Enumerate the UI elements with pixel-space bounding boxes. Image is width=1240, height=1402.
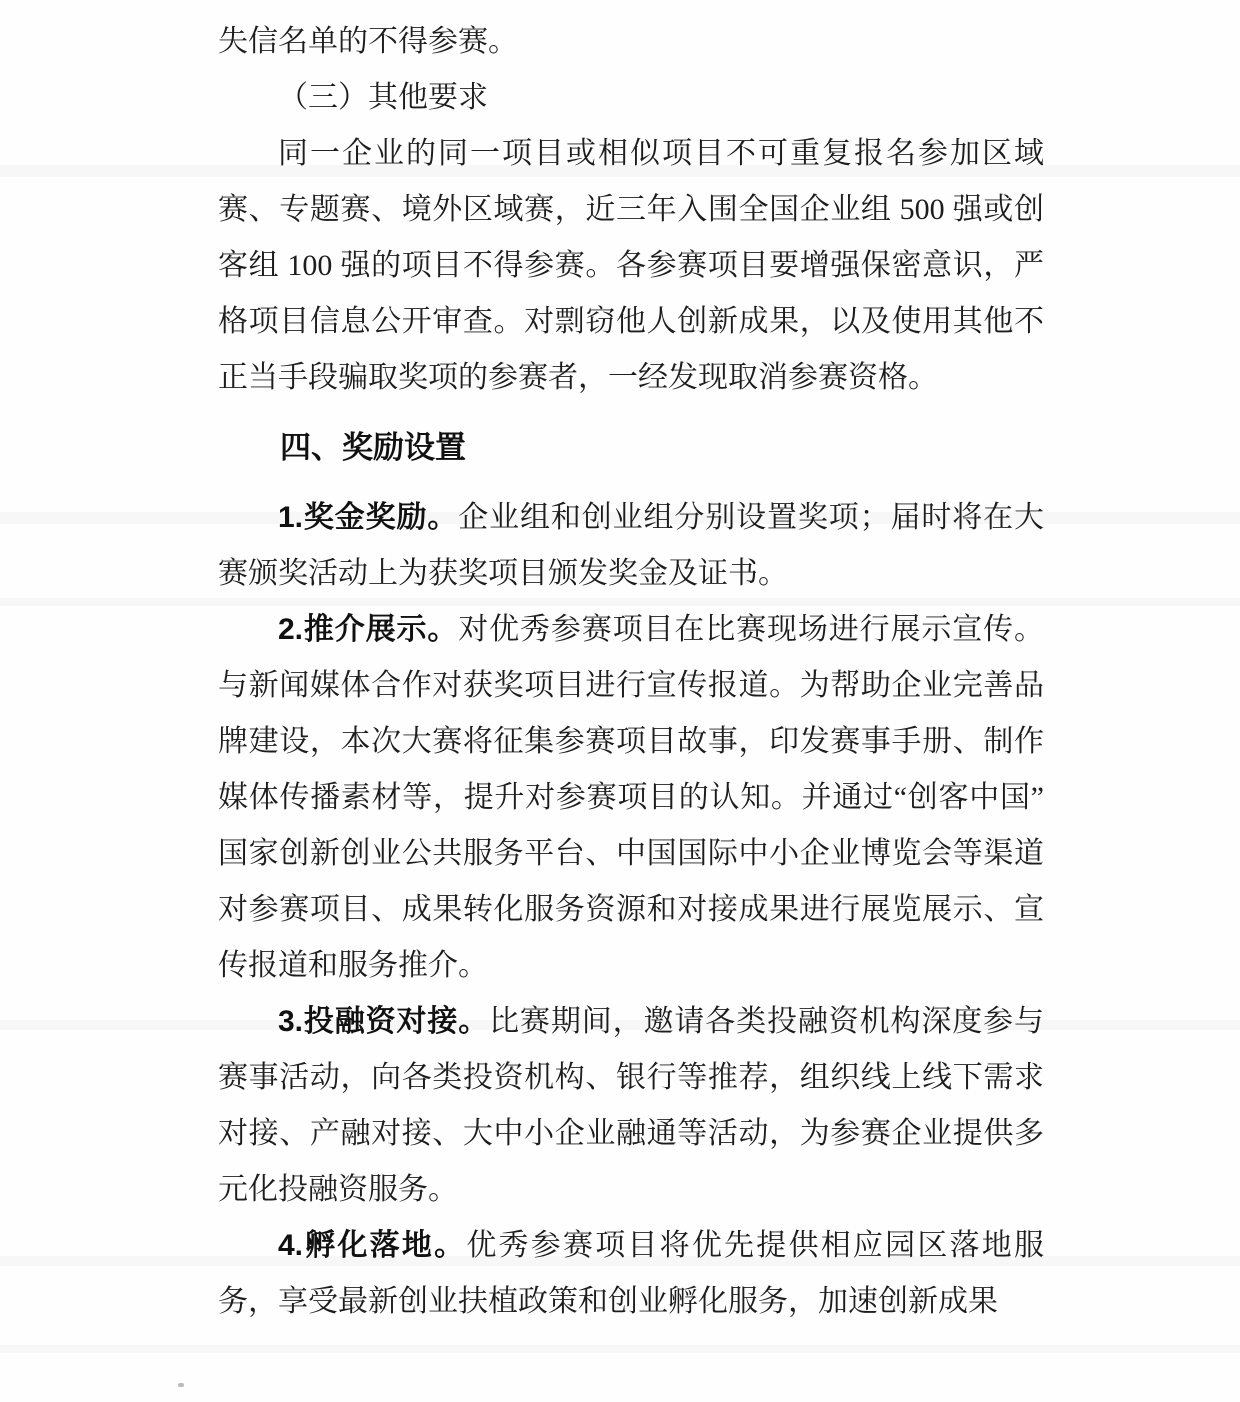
award-item-cash-awards-text: 企业组和创业组分别设置奖项；届时将在大赛颁奖活动上为获奖项目颁发奖金及证书。 [218,501,1044,590]
paragraph-other-requirements-body: 同一企业的同一项目或相似项目不可重复报名参加区域赛、专题赛、境外区域赛，近三年入围全国企业组 500 强或创客组 100 强的项目不得参赛。各参赛项目要增强保密意识，严格项目信息公开审查。对剽窃他人创新成果，以及使用其他不正当手段骗取奖项的参赛者，一经发现取消参赛资格。 [218,137,1044,394]
section-heading-award-setup: 四、奖励设置 [280,430,466,465]
scan-speck [178,1383,184,1387]
award-item-promotion-display-lead: 2.推介展示。 [278,613,459,646]
award-item-incubation-landing-lead: 4.孵化落地。 [278,1229,467,1262]
award-item-incubation-landing [218,1218,1044,1330]
award-item-investment-matching [218,994,1044,1218]
paragraph-carryover: 失信名单的不得参赛。 [218,25,518,58]
subsection-heading-other-requirements: （三）其他要求 [278,81,488,114]
award-item-incubation-landing-text: 优秀参赛项目将优先提供相应园区落地服务，享受最新创业扶植政策和创业孵化服务，加速创新成果 [218,1229,1045,1318]
award-item-promotion-display-text: 对优秀参赛项目在比赛现场进行展示宣传。与新闻媒体合作对获奖项目进行宣传报道。为帮助企业完善品牌建设，本次大赛将征集参赛项目故事，印发赛事手册、制作媒体传播素材等，提升对参赛项目的认知。并通过“创客中国”国家创新创业公共服务平台、中国国际中小企业博览会等渠道对参赛项目、成果转化服务资源和对接成果进行展览展示、宣传报道和服务推介。 [218,613,1044,982]
document-text-block [218,14,1044,1330]
award-item-cash-awards-lead: 1.奖金奖励。 [278,501,459,534]
scan-artifact-band [0,1345,1240,1353]
award-item-investment-matching-text: 比赛期间，邀请各类投融资机构深度参与赛事活动，向各类投资机构、银行等推荐，组织线上线下需求对接、产融对接、大中小企业融通等活动，为参赛企业提供多元化投融资服务。 [218,1005,1044,1206]
award-item-promotion-display [218,602,1044,994]
award-item-investment-matching-lead: 3.投融资对接。 [278,1005,490,1038]
award-item-cash-awards [218,490,1044,602]
